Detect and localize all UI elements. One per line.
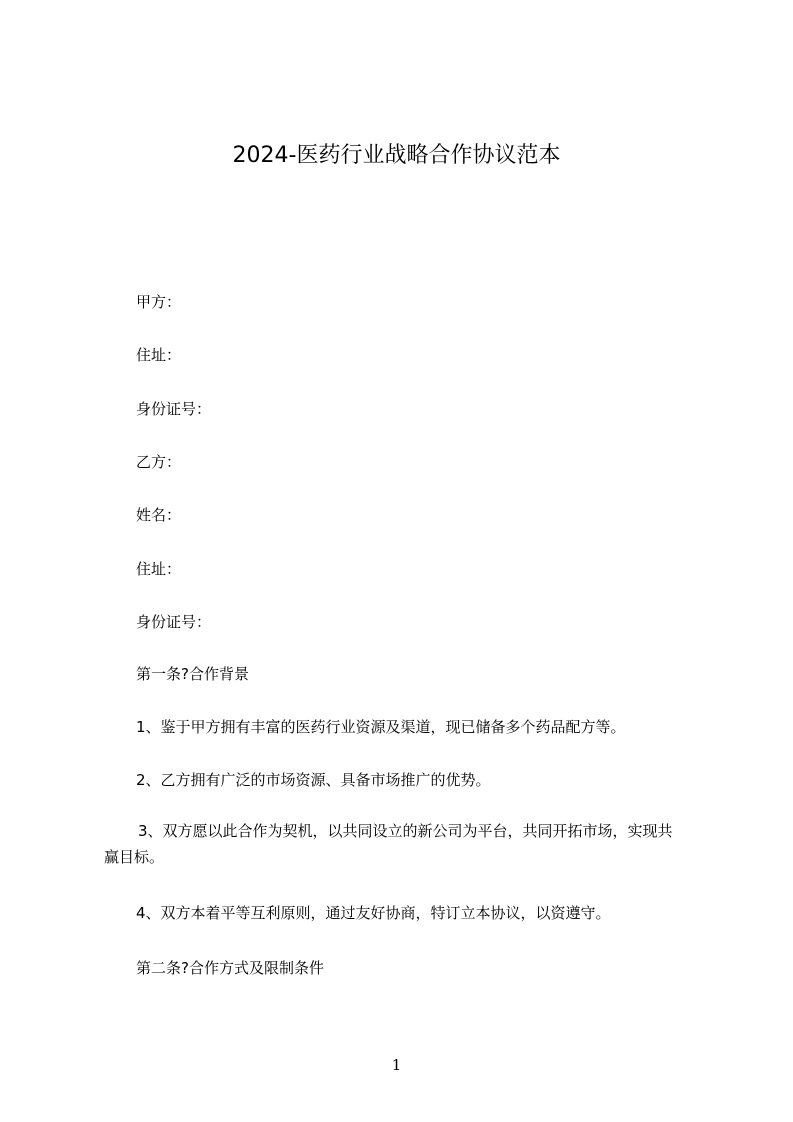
page-number: 1 (391, 1056, 402, 1074)
id-number-label-b: 身份证号： (136, 613, 212, 631)
clause-item-3-line-2: 赢目标。 (104, 848, 165, 866)
clause-item-4: 4、双方本着平等互利原则，通过友好协商，特订立本协议，以资遵守。 (136, 904, 611, 922)
name-label: 姓名： (136, 506, 182, 524)
party-b-label: 乙方： (136, 453, 182, 471)
address-label-a: 住址： (136, 346, 182, 364)
clause-item-2: 2、乙方拥有广泛的市场资源、具备市场推广的优势。 (136, 771, 491, 789)
party-a-label: 甲方： (136, 293, 182, 311)
address-label-b: 住址： (136, 560, 182, 578)
article-2-heading: 第二条?合作方式及限制条件 (136, 959, 324, 977)
article-1-heading: 第一条?合作背景 (136, 665, 249, 683)
clause-item-3-line-1: 3、双方愿以此合作为契机，以共同设立的新公司为平台，共同开拓市场，实现共 (138, 822, 673, 840)
clause-item-3 (104, 818, 714, 870)
document-title: 2024-医药行业战略合作协议范本 (232, 143, 561, 168)
clause-item-1: 1、鉴于甲方拥有丰富的医药行业资源及渠道，现已储备多个药品配方等。 (136, 718, 626, 736)
id-number-label-a: 身份证号： (136, 400, 212, 418)
